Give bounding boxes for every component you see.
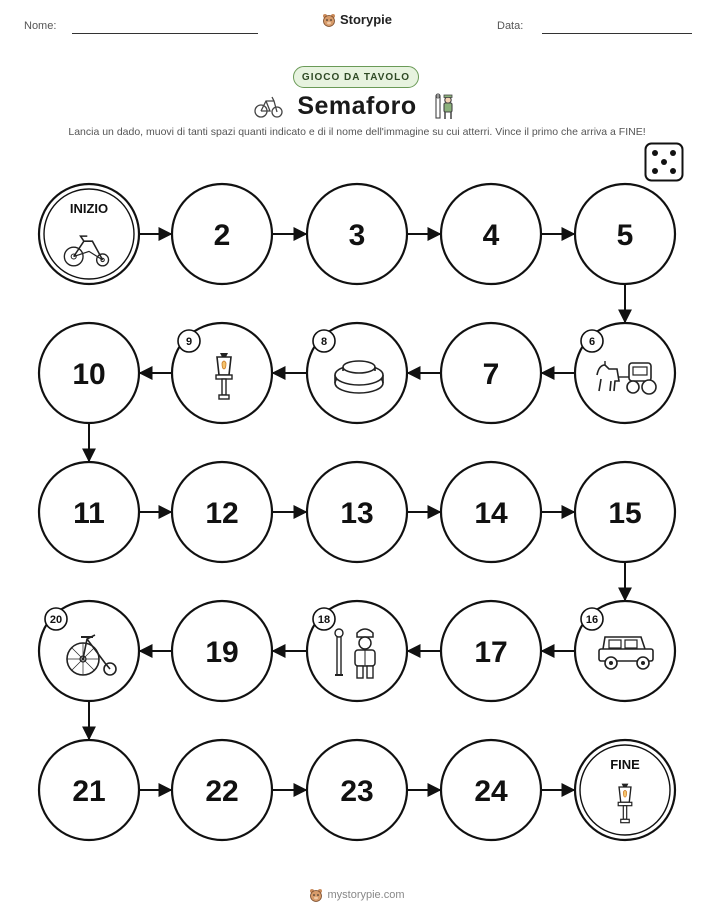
board-space-24[interactable] <box>441 740 541 840</box>
space-number: 19 <box>205 636 239 669</box>
space-number: 13 <box>340 497 374 530</box>
board-space-9[interactable] <box>172 323 272 423</box>
space-number: 16 <box>585 614 599 626</box>
space-number: 4 <box>482 219 500 252</box>
bear-mascot-icon <box>309 888 323 902</box>
space-number: 11 <box>73 497 105 530</box>
brand-name: Storypie <box>339 12 392 27</box>
board-space-21[interactable] <box>39 740 139 840</box>
date-label: Data: <box>497 20 524 32</box>
space-number: 10 <box>72 358 106 391</box>
space-number: 9 <box>185 336 193 348</box>
name-label: Nome: <box>24 20 57 32</box>
board-space-14[interactable] <box>441 462 541 562</box>
board-space-12[interactable] <box>172 462 272 562</box>
space-number: 20 <box>49 614 63 626</box>
board-space-17[interactable] <box>441 601 541 701</box>
space-circle <box>39 184 139 284</box>
board-space-8[interactable] <box>307 323 407 423</box>
board-space-5[interactable] <box>575 184 675 284</box>
space-number: 8 <box>320 336 328 348</box>
space-number: 23 <box>340 775 374 808</box>
space-number: 2 <box>213 219 231 252</box>
board-space-7[interactable] <box>441 323 541 423</box>
space-number: 22 <box>205 775 239 808</box>
footer <box>0 888 714 905</box>
page-title: Semaforo <box>297 92 417 120</box>
board-space-6[interactable] <box>575 323 675 423</box>
board-space-2[interactable] <box>172 184 272 284</box>
board-space-15[interactable] <box>575 462 675 562</box>
space-number: 12 <box>205 497 239 530</box>
space-number: 15 <box>608 497 642 530</box>
board-space-23[interactable] <box>307 740 407 840</box>
board-space-3[interactable] <box>307 184 407 284</box>
board-space-20[interactable] <box>39 601 139 701</box>
board-space-18[interactable] <box>307 601 407 701</box>
space-number: 17 <box>474 636 508 669</box>
footer-url[interactable]: mystorypie.com <box>327 889 405 901</box>
space-label: FINE <box>610 757 640 772</box>
space-number: 5 <box>616 219 634 252</box>
space-number: 7 <box>482 358 500 391</box>
space-number: 6 <box>588 336 596 348</box>
instructions: Lancia un dado, muovi di tanti spazi quanti indicato e di il nome dell'immagine su cui atterri. Vince il primo che arriva a FINE! <box>68 126 646 138</box>
board-space-11[interactable] <box>39 462 139 562</box>
board-space-25[interactable] <box>575 740 675 840</box>
board-space-4[interactable] <box>441 184 541 284</box>
space-number: 21 <box>72 775 106 808</box>
board-space-1[interactable] <box>39 184 139 284</box>
board-space-13[interactable] <box>307 462 407 562</box>
board-space-10[interactable] <box>39 323 139 423</box>
space-number: 3 <box>348 219 366 252</box>
board-space-16[interactable] <box>575 601 675 701</box>
space-number: 14 <box>474 497 508 530</box>
space-number: 24 <box>474 775 508 808</box>
board-space-22[interactable] <box>172 740 272 840</box>
space-number: 18 <box>317 614 331 626</box>
board-space-19[interactable] <box>172 601 272 701</box>
game-type-badge: GIOCO DA TAVOLO <box>293 66 419 88</box>
space-label: INIZIO <box>69 201 109 216</box>
